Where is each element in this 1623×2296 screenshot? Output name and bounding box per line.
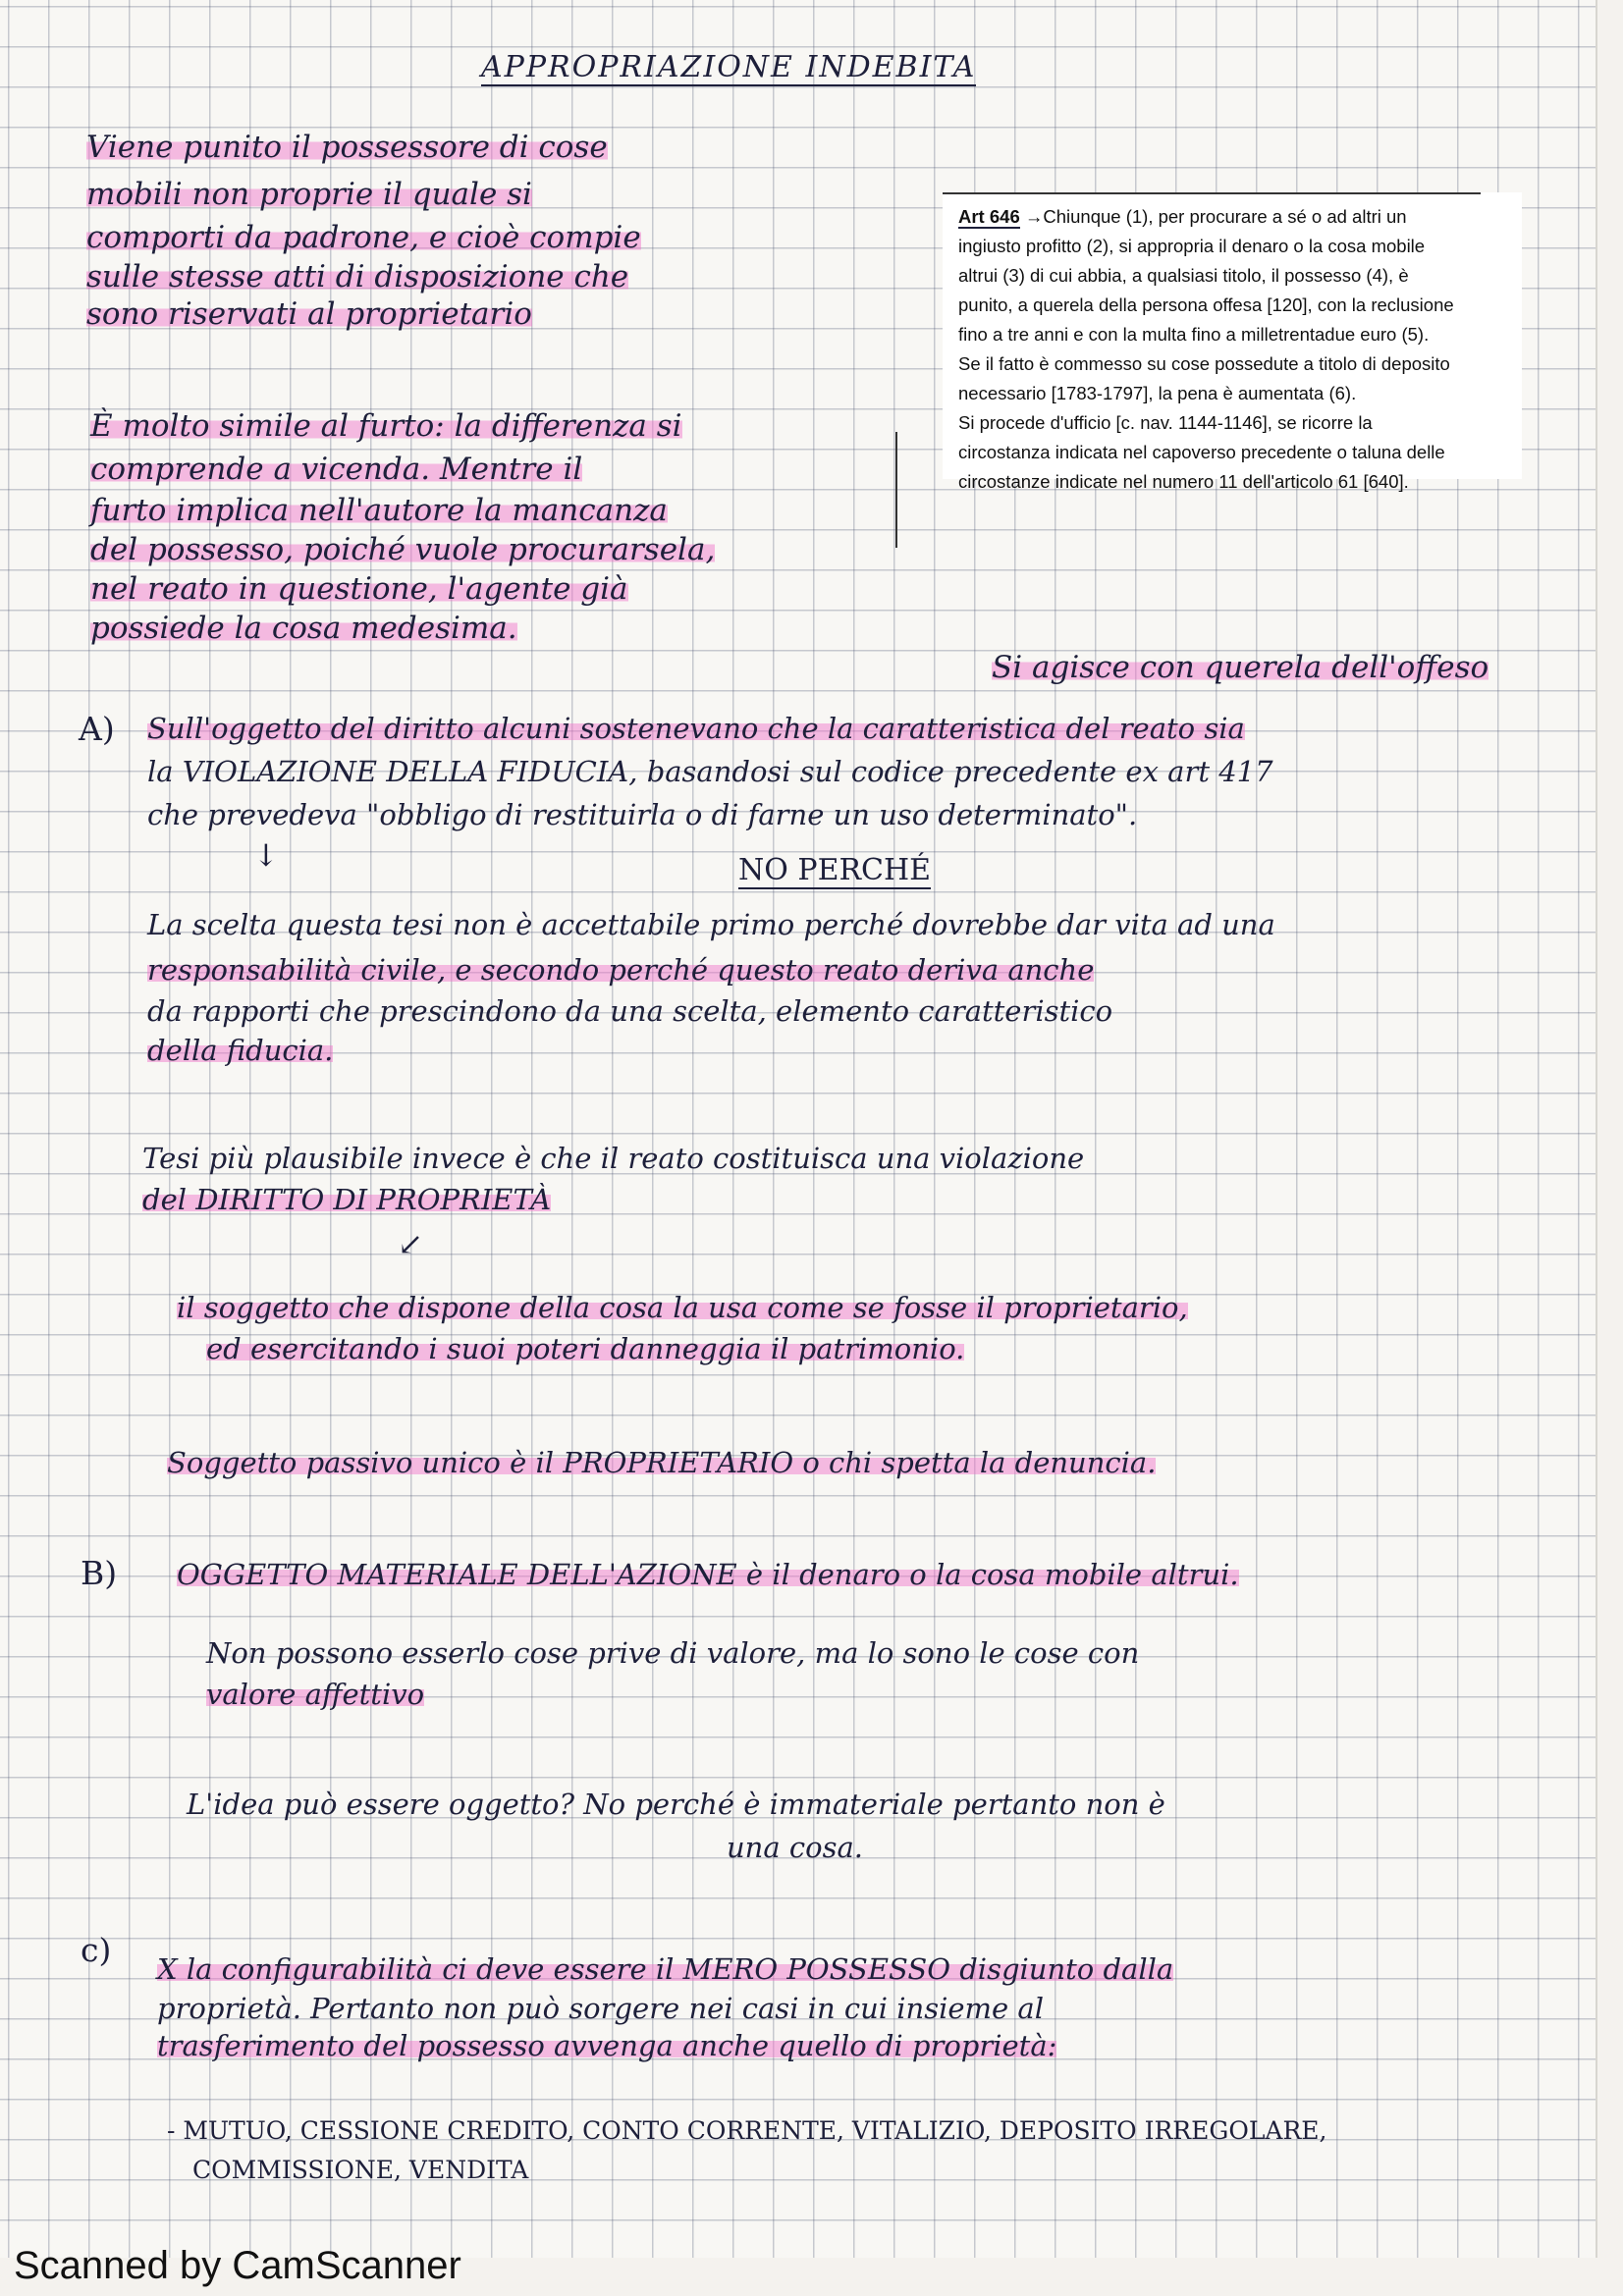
comparison-line: possiede la cosa medesima. [90, 611, 517, 646]
comparison-line: comprende a vicenda. Mentre il [90, 452, 583, 487]
contract-list: - MUTUO, CESSIONE CREDITO, CONTO CORRENTE, VITALIZIO, DEPOSITO IRREGOLARE, [167, 2116, 1327, 2145]
contract-list: COMMISSIONE, VENDITA [192, 2156, 529, 2184]
article-646-excerpt [943, 192, 1522, 492]
intro-line: Viene punito il possessore di cose [86, 130, 608, 165]
intro-line: sono riservati al proprietario [86, 296, 532, 332]
section-a-marker: A) [79, 710, 115, 748]
section-a-line: Sull'oggetto del diritto alcuni sostenevano che la caratteristica del reato sia [147, 712, 1245, 745]
scanner-watermark: Scanned by CamScanner [14, 2244, 461, 2287]
querela-note: Si agisce con querela dell'offeso [992, 650, 1489, 685]
idea-line: una cosa. [727, 1831, 863, 1864]
article-line: necessario [1783-1797], la pena è aumentata (6). [958, 383, 1357, 403]
article-line: punito, a querela della persona offesa [120], con la reclusione [958, 294, 1454, 315]
intro-line: sulle stesse atti di disposizione che [86, 259, 629, 294]
comparison-line: nel reato in questione, l'agente già [90, 571, 628, 607]
article-line: circostanze indicate nel numero 11 dell'articolo 61 [640]. [958, 471, 1409, 492]
comparison-line: del possesso, poiché vuole procurarsela, [90, 532, 716, 567]
comparison-line: È molto simile al furto: la differenza si [90, 408, 682, 444]
down-arrow: ↓ [253, 838, 279, 874]
article-top-rule [943, 192, 1481, 194]
article-side-rule [895, 432, 897, 548]
article-line: altrui (3) di cui abbia, a qualsiasi titolo, il possesso (4), è [958, 265, 1409, 286]
section-b-marker: B) [81, 1554, 118, 1592]
article-line: Si procede d'ufficio [c. nav. 1144-1146], se ricorre la [958, 412, 1373, 433]
tesi-line: Tesi più plausibile invece è che il reato costituisca una violazione [142, 1142, 1085, 1175]
section-c-marker: c) [81, 1931, 112, 1969]
tesi-line: del DIRITTO DI PROPRIETÀ [142, 1183, 552, 1216]
reason-line: da rapporti che prescindono da una scelta, elemento caratteristico [147, 994, 1113, 1028]
article-line: circostanza indicata nel capoverso precedente o taluna delle [958, 442, 1445, 462]
soggetto-line: il soggetto che dispone della cosa la usa come se fosse il proprietario, [177, 1291, 1188, 1324]
section-b-line: Non possono esserlo cose prive di valore, ma lo sono le cose con [206, 1636, 1140, 1670]
comparison-line: furto implica nell'autore la mancanza [90, 493, 668, 528]
article-ref: Art 646 [958, 206, 1020, 227]
page-title: APPROPRIAZIONE INDEBITA [481, 50, 977, 84]
article-line: Se il fatto è commesso su cose possedute a titolo di deposito [958, 353, 1450, 374]
reason-line: della fiducia. [147, 1034, 334, 1067]
reason-line: La scelta questa tesi non è accettabile primo perché dovrebbe dar vita ad una [147, 908, 1275, 941]
section-b-line: OGGETTO MATERIALE DELL'AZIONE è il denaro o la cosa mobile altrui. [177, 1558, 1239, 1591]
down-left-arrow: ↙ [398, 1227, 423, 1262]
section-a-line: che prevedeva "obbligo di restituirla o di farne un uso determinato". [147, 798, 1138, 831]
section-c-line: X la configurabilità ci deve essere il MERO POSSESSO disgiunto dalla [157, 1952, 1174, 1986]
section-a-line: la VIOLAZIONE DELLA FIDUCIA, basandosi sul codice precedente ex art 417 [147, 755, 1273, 788]
article-line: fino a tre anni e con la multa fino a milletrentadue euro (5). [958, 324, 1430, 345]
section-c-line: proprietà. Pertanto non può sorgere nei casi in cui insieme al [157, 1992, 1044, 2025]
intro-line: comporti da padrone, e cioè compie [86, 220, 641, 255]
article-line: ingiusto profitto (2), si appropria il denaro o la cosa mobile [958, 236, 1426, 256]
article-line: →Chiunque (1), per procurare a sé o ad altri un [1024, 206, 1407, 227]
idea-line: L'idea può essere oggetto? No perché è immateriale pertanto non è [187, 1788, 1165, 1821]
section-b-line: valore affettivo [206, 1678, 425, 1711]
section-c-line: trasferimento del possesso avvenga anche quello di proprietà: [157, 2029, 1057, 2062]
soggetto-passivo: Soggetto passivo unico è il PROPRIETARIO o chi spetta la denuncia. [167, 1446, 1157, 1479]
soggetto-line: ed esercitando i suoi poteri danneggia il patrimonio. [206, 1332, 965, 1365]
intro-line: mobili non proprie il quale si [86, 177, 532, 212]
no-perche-heading: NO PERCHÉ [738, 853, 932, 887]
reason-line: responsabilità civile, e secondo perché questo reato deriva anche [147, 953, 1095, 987]
